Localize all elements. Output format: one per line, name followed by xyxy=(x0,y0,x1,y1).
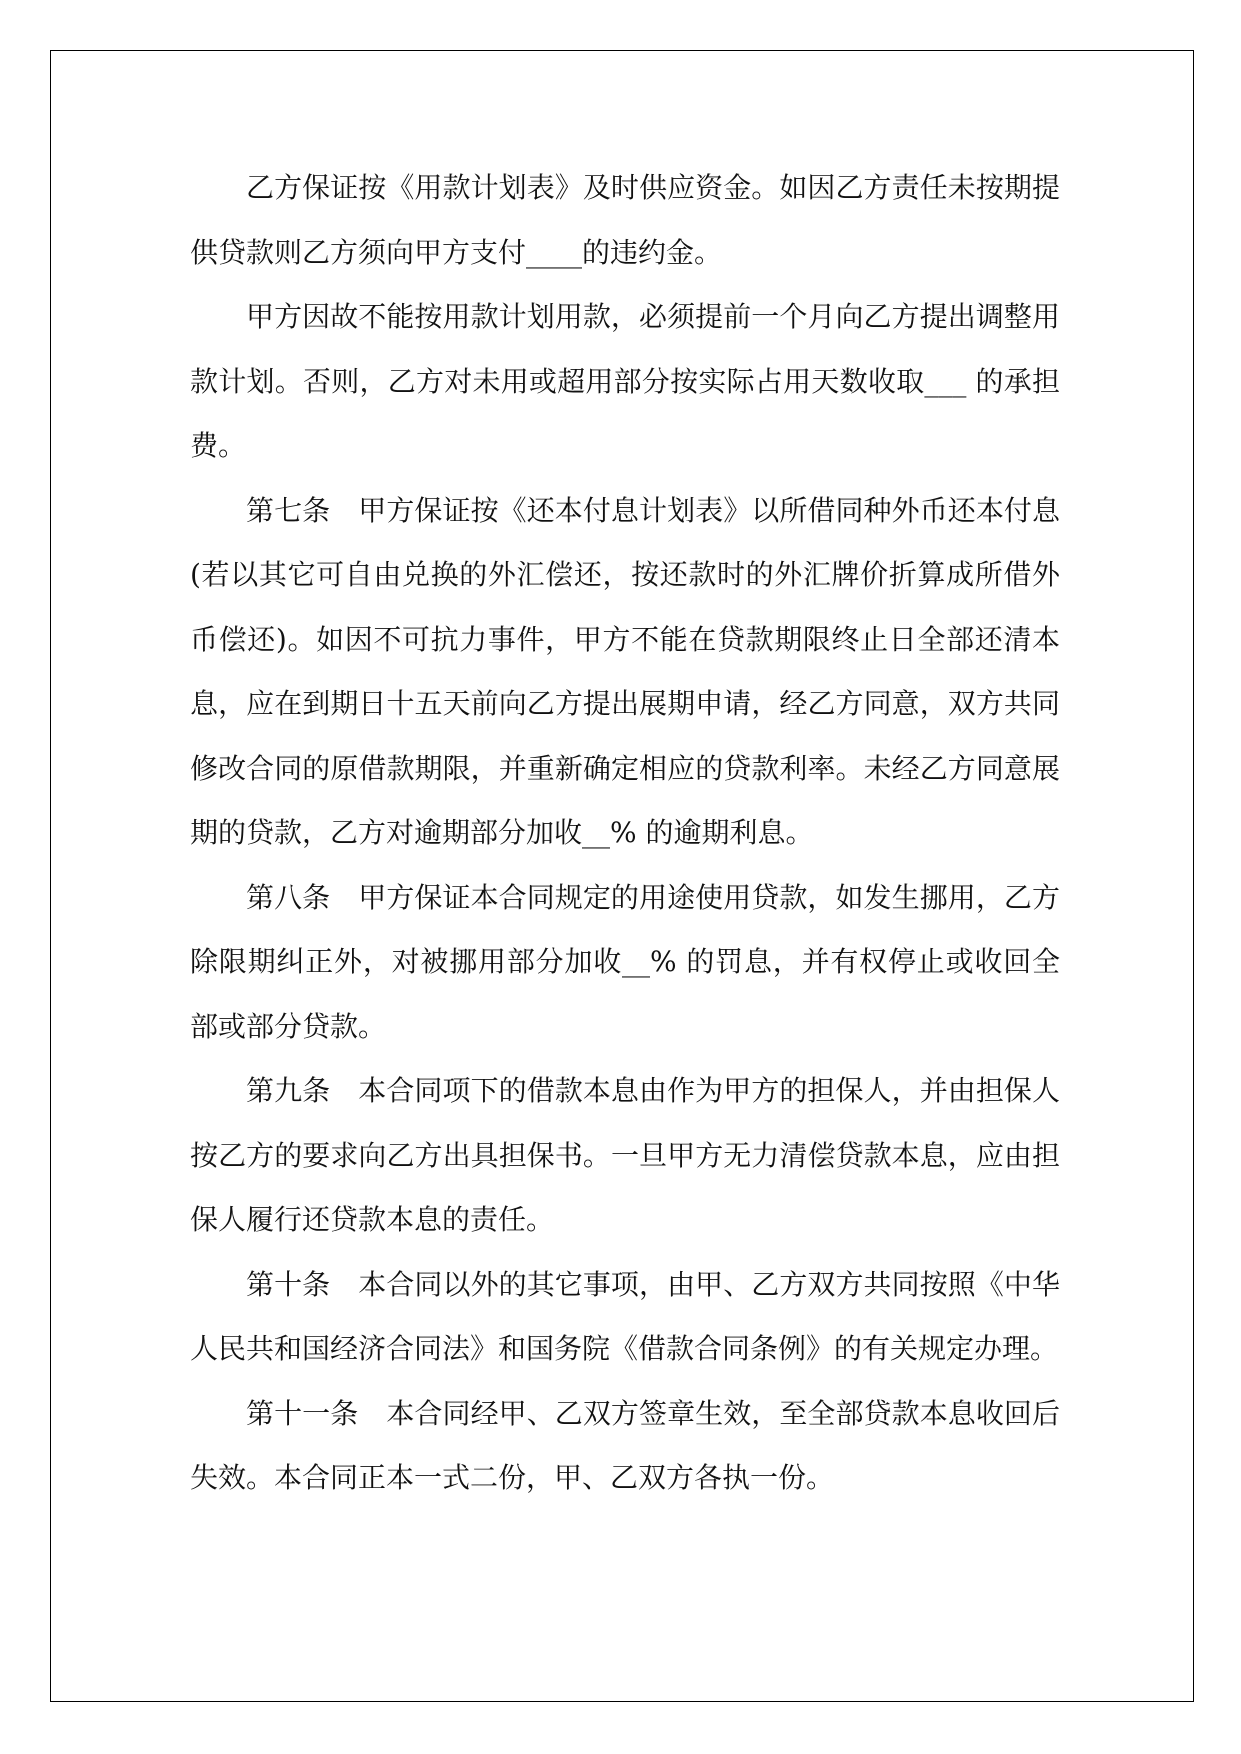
paragraph-usage-plan-adjustment: 甲方因故不能按用款计划用款，必须提前一个月向乙方提出调整用款计划。否则，乙方对未用或超用部分按实际占用天数收取___ 的承担费。 xyxy=(190,300,1060,462)
paragraph-article-8: 第八条 甲方保证本合同规定的用途使用贷款，如发生挪用，乙方除限期纠正外，对被挪用部分加收__% 的罚息，并有权停止或收回全部或部分贷款。 xyxy=(190,880,1060,1043)
paragraph-article-11: 第十一条 本合同经甲、乙双方签章生效，至全部贷款本息收回后失效。本合同正本一式二份，甲、乙双方各执一份。 xyxy=(190,1396,1060,1494)
paragraph-article-7: 第七条 甲方保证按《还本付息计划表》以所借同种外币还本付息(若以其它可自由兑换的外汇偿还，按还款时的外汇牌价折算成所借外币偿还)。如因不可抗力事件，甲方不能在贷款期限终止日全部还清本息，应在到期日十五天前向乙方提出展期申请，经乙方同意，双方共同修改合同的原借款期限，并重新确定相应的贷款利率。未经乙方同意展期的贷款，乙方对逾期部分加收__% 的逾期利息。 xyxy=(190,493,1060,849)
paragraph-funding-guarantee: 乙方保证按《用款计划表》及时供应资金。如因乙方责任未按期提供贷款则乙方须向甲方支付____的违约金。 xyxy=(190,171,1060,269)
document-body xyxy=(190,156,1060,1511)
paragraph-article-10: 第十条 本合同以外的其它事项，由甲、乙方双方共同按照《中华人民共和国经济合同法》和国务院《借款合同条例》的有关规定办理。 xyxy=(190,1267,1060,1365)
paragraph-article-9: 第九条 本合同项下的借款本息由作为甲方的担保人，并由担保人按乙方的要求向乙方出具担保书。一旦甲方无力清偿贷款本息，应由担保人履行还贷款本息的责任。 xyxy=(190,1074,1060,1236)
